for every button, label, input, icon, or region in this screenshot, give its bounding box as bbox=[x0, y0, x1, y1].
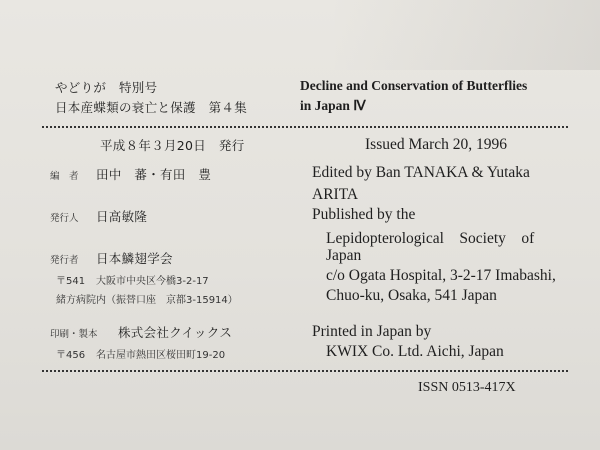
printer-label: 印刷・製本 bbox=[50, 329, 98, 340]
title-jp: 日本産蝶類の衰亡と保護 第４集 bbox=[55, 100, 248, 115]
publisher-org-name-jp: 日本鱗翅学会 bbox=[96, 251, 173, 266]
publisher-address-jp: 大阪市中央区今橋3-2-17 bbox=[96, 276, 209, 287]
editors-names-jp: 田中 蕃・有田 豊 bbox=[96, 167, 212, 182]
publisher-en-line4: Chuo-ku, Osaka, 541 Japan bbox=[326, 287, 497, 304]
printer-name-jp: 株式会社クイックス bbox=[118, 325, 233, 340]
publisher-en-line1: Lepidopterological Society of bbox=[326, 230, 535, 247]
publisher-en-line3: c/o Ogata Hospital, 3-2-17 Imabashi, bbox=[326, 267, 556, 284]
editors-label: 編 者 bbox=[50, 171, 79, 182]
published-by-en: Published by the bbox=[312, 206, 416, 223]
bottom-dotted-rule bbox=[42, 370, 568, 372]
title-en-line1: Decline and Conservation of Butterflies bbox=[300, 78, 528, 93]
publisher-person-label: 発行人 bbox=[50, 213, 79, 224]
issue-date-jp: 平成８年３月20日 発行 bbox=[100, 138, 245, 153]
editors-en-line2: ARITA bbox=[312, 186, 359, 203]
top-dotted-rule bbox=[42, 126, 568, 128]
printer-en-line1: Printed in Japan by bbox=[312, 323, 432, 340]
editors-en-line1: Edited by Ban TANAKA & Yutaka bbox=[312, 164, 530, 181]
publisher-address2-jp: 緒方病院内（振替口座 京都3-15914） bbox=[56, 295, 238, 306]
printer-en-line2: KWIX Co. Ltd. Aichi, Japan bbox=[326, 343, 504, 360]
publisher-org-label: 発行者 bbox=[50, 255, 79, 266]
printer-address-jp: 名古屋市熱田区桜田町19-20 bbox=[96, 350, 226, 361]
publisher-postal-code: 〒541 bbox=[56, 276, 86, 287]
issue-date-en: Issued March 20, 1996 bbox=[365, 136, 508, 153]
publisher-person-name-jp: 日高敏隆 bbox=[96, 209, 148, 224]
title-en-line2: in Japan Ⅳ bbox=[300, 98, 366, 113]
printer-postal-code: 〒456 bbox=[56, 350, 86, 361]
series-name-jp: やどりが 特別号 bbox=[55, 80, 158, 95]
issn: ISSN 0513-417X bbox=[418, 380, 516, 395]
bleed-through-shadow bbox=[330, 0, 600, 70]
publisher-en-line2: Japan bbox=[326, 247, 362, 264]
